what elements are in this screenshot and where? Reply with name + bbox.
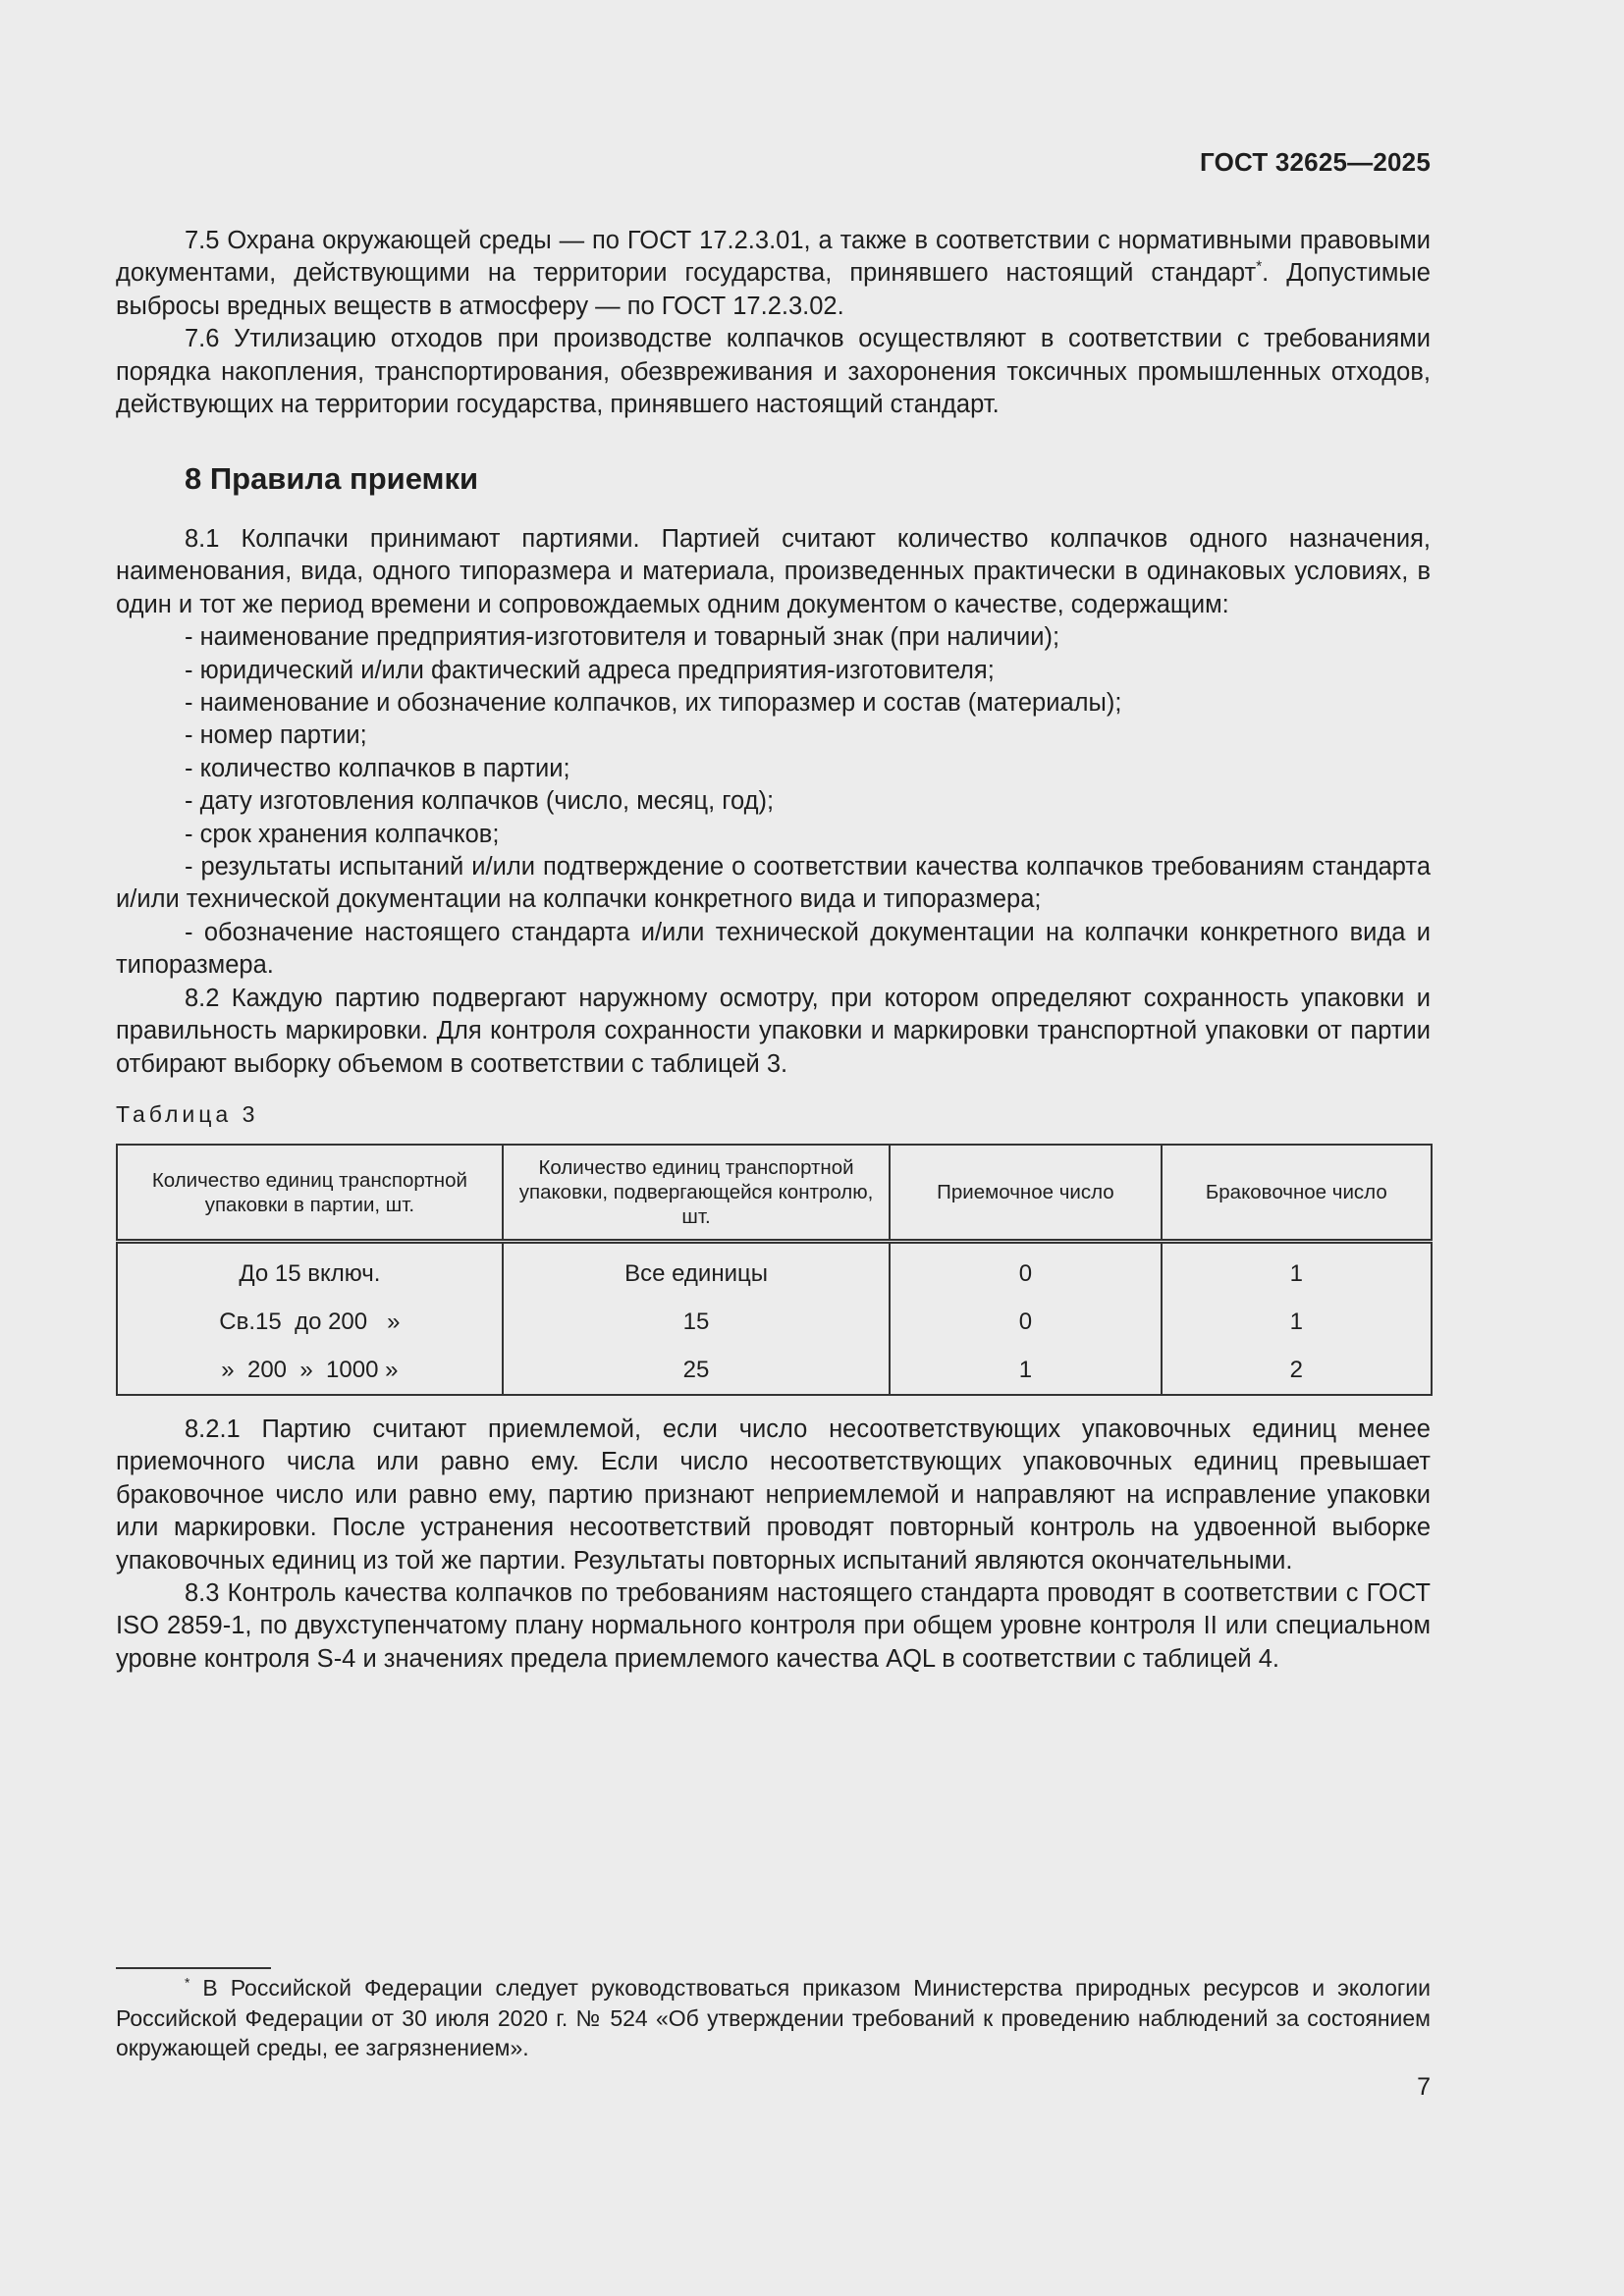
table-header-cell: Количество единиц транспортной упаковки, подвергающейся контролю, шт. [503,1145,891,1242]
table-row [117,1298,1432,1346]
list-item: - количество колпачков в партии; [185,754,570,782]
table-header-cell: Приемочное число [890,1145,1161,1242]
page-number: 7 [1417,2073,1431,2101]
table-cell: Св.15 до 200 » [117,1298,503,1346]
footnote [116,1973,1431,2063]
table-cell: » 200 » 1000 » [117,1346,503,1395]
paragraph-8-2: 8.2 Каждую партию подвергают наружному осмотру, при котором определяют сохранность упаковки и правильность маркировки. Для контроля сохранности упаковки и маркировки транспортной упаковки от партии отбирают выборку объемом в соответствии с таблицей 3. [116,984,1431,1078]
paragraph-8-1: 8.1 Колпачки принимают партиями. Партией считают количество колпачков одного назначения, наименования, вида, одного типоразмера и материала, произведенных практически в одинаковых условиях, в один и тот же период времени и сопровождаемых одним документом о качестве, содержащим: [116,525,1431,618]
footnote-text: В Российской Федерации следует руководствоваться приказом Министерства природных ресурсов и экологии Российской Федерации от 30 июля 2020 г. № 524 «Об утверждении требований к проведению наблюдений за состоянием окружающей среды, ее загрязнением». [116,1975,1431,2060]
list-item: - результаты испытаний и/или подтверждение о соответствии качества колпачков требованиям стандарта и/или технической документации на колпачки конкретного вида и типоразмера; [116,853,1431,914]
footnote-divider [116,1967,271,1969]
section-7-text [116,225,1431,421]
paragraph-8-3: 8.3 Контроль качества колпачков по требованиям настоящего стандарта проводят в соответствии с ГОСТ ISO 2859-1, по двухступенчатому плану нормального контроля при общем уровне контроля II или специальном уровне контроля S-4 и значениях предела приемлемого качества AQL в соответствии с таблицей 4. [116,1579,1431,1673]
table-cell: 1 [1162,1298,1432,1346]
table-3-caption: Таблица 3 [116,1101,259,1127]
list-item: - юридический и/или фактический адреса предприятия-изготовителя; [185,656,995,684]
list-item: - дату изготовления колпачков (число, месяц, год); [185,787,775,816]
section-8-text [116,523,1431,1081]
paragraph-7-6: 7.6 Утилизацию отходов при производстве колпачков осуществляют в соответствии с требованиями порядка накопления, транспортирования, обезвреживания и захоронения токсичных промышленных отходов, действующих на территории государства, принявшего настоящий стандарт. [116,325,1431,419]
list-item: - обозначение настоящего стандарта и/или технической документации на колпачки конкретного вида и типоразмера. [116,918,1431,980]
document-code-header: ГОСТ 32625—2025 [1200,147,1431,177]
table-cell: 2 [1162,1346,1432,1395]
table-header-row [117,1145,1432,1242]
footnote-mark: * [185,1975,190,1991]
table-cell: 25 [503,1346,891,1395]
list-item: - срок хранения колпачков; [185,820,500,848]
table-header-cell: Браковочное число [1162,1145,1432,1242]
table-row [117,1242,1432,1299]
table-cell: Все единицы [503,1242,891,1299]
table-cell: 15 [503,1298,891,1346]
list-item: - наименование и обозначение колпачков, их типоразмер и состав (материалы); [185,689,1122,718]
footnote-mark: * [1256,258,1263,276]
table-row [117,1346,1432,1395]
after-table-text [116,1414,1431,1676]
list-item: - номер партии; [185,721,367,750]
table-cell: 1 [890,1346,1161,1395]
list-item: - наименование предприятия-изготовителя и товарный знак (при наличии); [185,623,1060,652]
paragraph-8-2-1: 8.2.1 Партию считают приемлемой, если число несоответствующих упаковочных единиц менее приемочного числа или равно ему. Если число несоответствующих упаковочных единиц превышает браковочное число или равно ему, партию признают неприемлемой и направляют на исправление упаковки или маркировки. После устранения несоответствий проводят повторный контроль на удвоенной выборке упаковочных единиц из той же партии. Результаты повторных испытаний являются окончательными. [116,1415,1431,1575]
table-header-cell: Количество единиц транспортной упаковки в партии, шт. [117,1145,503,1242]
table-cell: 1 [1162,1242,1432,1299]
table-cell: До 15 включ. [117,1242,503,1299]
table-cell: 0 [890,1298,1161,1346]
table-cell: 0 [890,1242,1161,1299]
paragraph-7-5: 7.5 Охрана окружающей среды — по ГОСТ 17.2.3.01, а также в соответствии с нормативными правовыми документами, действующими на территории государства, принявшего настоящий стандарт*. Допустимые выбросы вредных веществ в атмосферу — по ГОСТ 17.2.3.02. [116,227,1431,320]
section-8-heading: 8 Правила приемки [185,461,479,496]
table-3 [116,1144,1433,1396]
